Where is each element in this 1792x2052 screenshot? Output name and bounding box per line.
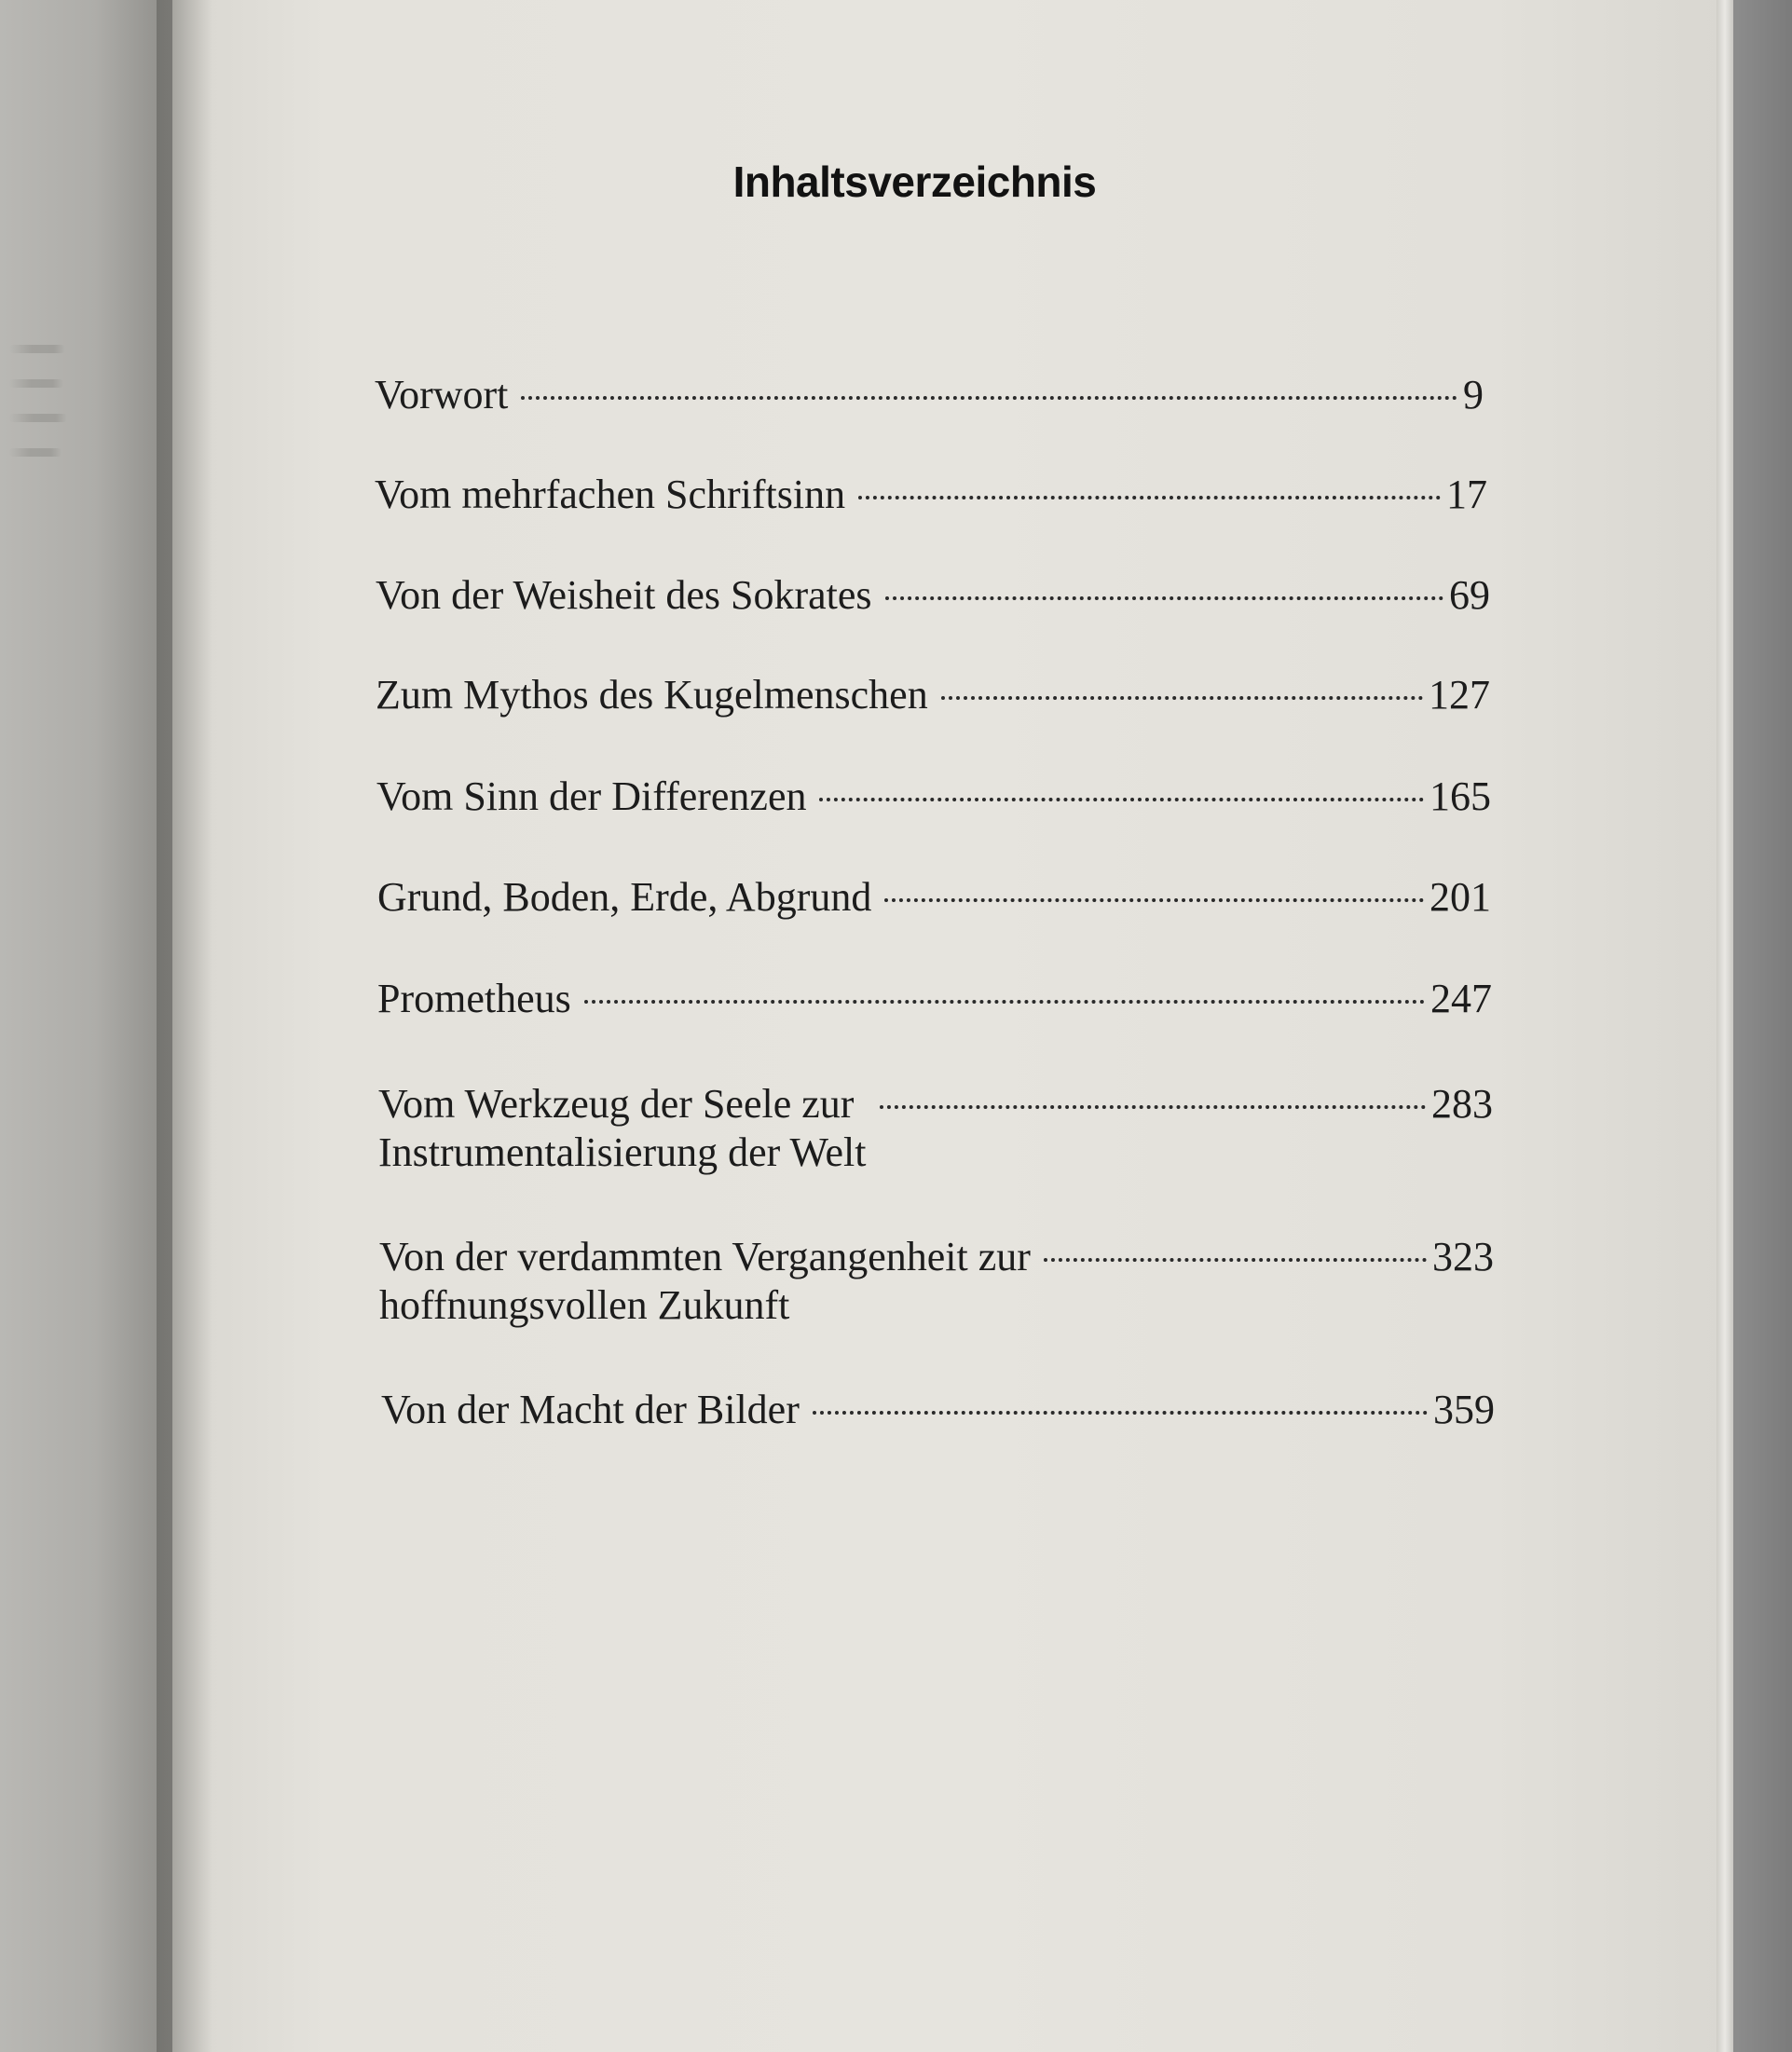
toc-entry-page: 9 bbox=[1463, 372, 1484, 417]
toc-entry-title: Vorwort bbox=[375, 372, 509, 417]
toc-heading: Inhaltsverzeichnis bbox=[732, 157, 1097, 206]
toc-entry-title-line: Vom Werkzeug der Seele zur bbox=[378, 1081, 855, 1127]
toc-entry-page: 165 bbox=[1429, 773, 1491, 819]
toc-entry bbox=[375, 371, 1484, 419]
toc-entry bbox=[381, 1386, 1495, 1434]
toc-entry bbox=[377, 975, 1492, 1023]
dot-leader bbox=[1044, 1258, 1427, 1262]
toc-entry bbox=[376, 773, 1491, 821]
toc-entry-title bbox=[379, 1233, 1031, 1330]
dot-leader bbox=[813, 1411, 1428, 1415]
toc-entry-page: 127 bbox=[1429, 672, 1490, 718]
dot-leader bbox=[884, 898, 1424, 902]
toc-entry-title: Prometheus bbox=[377, 976, 571, 1021]
toc-entry-title: Vom mehrfachen Schriftsinn bbox=[375, 472, 846, 517]
book-gutter-shadow bbox=[157, 0, 212, 2052]
toc-entry-page: 17 bbox=[1446, 472, 1487, 517]
toc-entry bbox=[378, 1080, 1493, 1177]
toc-entry-title-line: Von der verdammten Vergangenheit zur bbox=[379, 1234, 1031, 1279]
dot-leader bbox=[858, 496, 1441, 499]
book-page bbox=[172, 0, 1719, 2052]
page-edge bbox=[1717, 0, 1733, 2052]
toc-entry-page: 283 bbox=[1431, 1081, 1493, 1127]
dot-leader bbox=[885, 596, 1443, 600]
toc-entry bbox=[375, 471, 1487, 519]
toc-entry-title: Grund, Boden, Erde, Abgrund bbox=[377, 874, 872, 920]
toc-entry-title-line: Instrumentalisierung der Welt bbox=[378, 1129, 867, 1175]
toc-entry-title-line: hoffnungsvollen Zukunft bbox=[379, 1282, 790, 1328]
toc-entry-title: Von der Macht der Bilder bbox=[381, 1387, 800, 1432]
toc-entry bbox=[379, 1233, 1494, 1330]
toc-entry-page: 323 bbox=[1432, 1234, 1494, 1279]
dot-leader bbox=[584, 1000, 1425, 1004]
toc-entry bbox=[376, 571, 1490, 620]
toc-entry-title bbox=[378, 1080, 867, 1177]
facing-page bbox=[0, 0, 172, 2052]
dot-leader bbox=[819, 798, 1424, 801]
toc-entry-title: Vom Sinn der Differenzen bbox=[376, 773, 807, 819]
background bbox=[1733, 0, 1792, 2052]
toc-entry-page: 69 bbox=[1449, 572, 1490, 618]
facing-page-text-bleed bbox=[9, 345, 75, 559]
toc-entry bbox=[376, 671, 1490, 719]
toc-entry-title: Zum Mythos des Kugelmenschen bbox=[376, 672, 928, 718]
dot-leader bbox=[521, 396, 1457, 400]
toc-entry-page: 359 bbox=[1433, 1387, 1495, 1432]
toc-entry-page: 247 bbox=[1430, 976, 1492, 1021]
dot-leader bbox=[941, 696, 1423, 700]
toc-entry-page: 201 bbox=[1429, 874, 1491, 920]
toc-entry bbox=[377, 873, 1491, 922]
toc-entry-title: Von der Weisheit des Sokrates bbox=[376, 572, 872, 618]
dot-leader bbox=[880, 1105, 1426, 1109]
